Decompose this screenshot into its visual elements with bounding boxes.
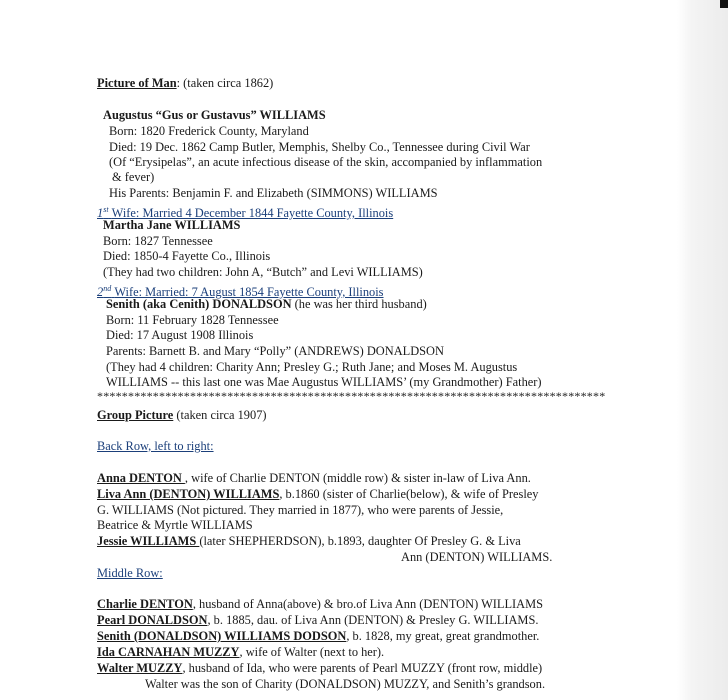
second-wife-parents: Parents: Barnett B. and Mary “Polly” (ANDREWS) DONALDSON (106, 344, 444, 358)
person-description: , wife of Charlie DENTON (middle row) & sister in-law of Liva Ann. (184, 471, 531, 485)
person-description: , wife of Walter (next to her). (239, 645, 385, 659)
second-wife-note: (he was her third husband) (291, 297, 427, 311)
man-died-cause: (Of “Erysipelas”, an acute infectious disease of the skin, accompanied by inflammation (109, 155, 543, 169)
second-wife-children-cont: WILLIAMS -- this last one was Mae Augustus WILLIAMS’ (my Grandmother) Father) (106, 375, 542, 389)
group-picture-heading-line (97, 408, 267, 423)
second-wife-ordinal: 2 (97, 285, 104, 300)
person-name: Charlie DENTON (97, 597, 193, 611)
middle-row-entry (97, 613, 538, 628)
second-wife-born: Born: 11 February 1828 Tennessee (106, 313, 279, 327)
middle-row-heading: Middle Row: (97, 566, 163, 580)
back-row-entry-cont: G. WILLIAMS (Not pictured. They married in 1877), who were parents of Jessie, (97, 503, 504, 517)
person-description: , b. 1885, dau. of Liva Ann (DENTON) & Presley G. WILLIAMS. (207, 613, 539, 627)
middle-row-entry (97, 597, 543, 612)
second-wife-name: Senith (aka Cenith) DONALDSON (106, 297, 292, 311)
first-wife-ordinal: 1 (97, 206, 104, 221)
person-name: Anna DENTON (97, 471, 185, 485)
man-parents: His Parents: Benjamin F. and Elizabeth (SIMMONS) WILLIAMS (109, 186, 438, 200)
middle-row-entry-cont: Walter was the son of Charity (DONALDSON) MUZZY, and Senith’s grandson. (145, 677, 546, 691)
person-name: Ida CARNAHAN MUZZY (97, 645, 240, 659)
scan-edge-mark (720, 0, 728, 8)
second-wife-marriage-text: Wife: Married: 7 August 1854 Fayette County, Illinois (114, 285, 384, 300)
middle-row-entry (97, 661, 542, 676)
separator-line: ********************************************************************************** (97, 389, 606, 403)
middle-row-entry (97, 645, 384, 660)
man-died: Died: 19 Dec. 1862 Camp Butler, Memphis, Shelby Co., Tennessee during Civil War (109, 140, 530, 154)
back-row-entry-cont: Ann (DENTON) WILLIAMS. (401, 550, 553, 564)
man-name: Augustus “Gus or Gustavus” WILLIAMS (103, 108, 326, 122)
person-name: Jessie WILLIAMS (97, 534, 200, 548)
second-wife-name-line (106, 297, 427, 312)
man-born: Born: 1820 Frederick County, Maryland (109, 124, 309, 138)
person-name: Senith (DONALDSON) WILLIAMS DODSON (97, 629, 347, 643)
picture-of-man-heading-line (97, 76, 273, 91)
person-description: , husband of Ida, who were parents of Pearl MUZZY (front row, middle) (182, 661, 543, 675)
back-row-heading: Back Row, left to right: (97, 439, 214, 453)
person-name: Pearl DONALDSON (97, 613, 208, 627)
person-name: Walter MUZZY (97, 661, 183, 675)
picture-of-man-date: : (taken circa 1862) (176, 76, 274, 90)
back-row-entry-cont: Beatrice & Myrtle WILLIAMS (97, 518, 253, 532)
person-description: , b. 1828, my great, great grandmother. (346, 629, 540, 643)
group-picture-heading: Group Picture (97, 408, 174, 422)
person-description: (later SHEPHERDSON), b.1893, daughter Of Presley G. & Liva (199, 534, 521, 548)
person-name: Liva Ann (DENTON) WILLIAMS (97, 487, 280, 501)
second-wife-died: Died: 17 August 1908 Illinois (106, 328, 254, 342)
first-wife-ordinal-suffix: st (103, 205, 109, 214)
first-wife-marriage-text: Wife: Married 4 December 1844 Fayette County, Illinois (111, 206, 394, 221)
man-died-cause-cont: & fever) (112, 170, 155, 184)
first-wife-died: Died: 1850-4 Fayette Co., Illinois (103, 249, 271, 263)
first-wife-children: (They had two children: John A, “Butch” and Levi WILLIAMS) (103, 265, 423, 279)
picture-of-man-heading: Picture of Man (97, 76, 177, 90)
back-row-entry (97, 471, 531, 486)
back-row-entry (97, 534, 521, 549)
middle-row-entry (97, 629, 539, 644)
first-wife-name: Martha Jane WILLIAMS (103, 218, 241, 232)
person-description: , husband of Anna(above) & bro.of Liva Ann (DENTON) WILLIAMS (192, 597, 544, 611)
group-picture-date: (taken circa 1907) (173, 408, 267, 422)
back-row-entry (97, 487, 538, 502)
first-wife-born: Born: 1827 Tennessee (103, 234, 213, 248)
second-wife-ordinal-suffix: nd (103, 284, 112, 293)
person-description: , b.1860 (sister of Charlie(below), & wife of Presley (279, 487, 539, 501)
second-wife-children: (They had 4 children: Charity Ann; Presley G.; Ruth Jane; and Moses M. Augustus (106, 360, 518, 374)
